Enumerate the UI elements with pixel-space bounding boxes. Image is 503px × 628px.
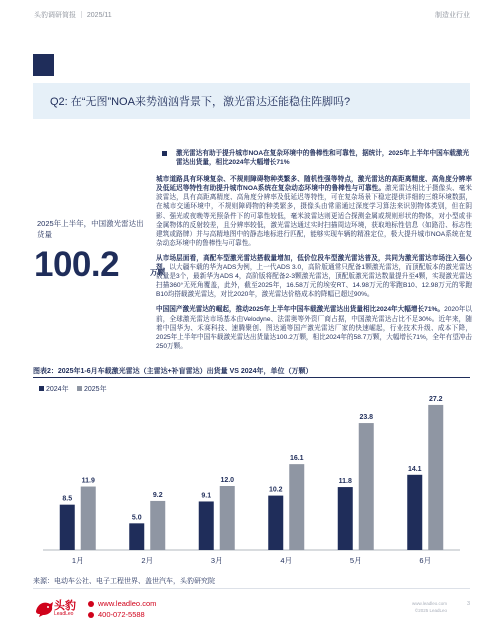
key-finding <box>156 149 472 167</box>
data-label-2-2: 9.2 <box>152 491 163 499</box>
logo-subtitle: LeadLeo <box>54 611 74 617</box>
bar-2-5 <box>359 423 374 550</box>
phone-icon <box>88 612 94 618</box>
website-row[interactable] <box>88 598 156 609</box>
data-label-2-1: 11.9 <box>81 477 95 485</box>
paragraph-1-lead: 城市道路具有环境复杂、不规则障碍物种类繁多、随机性强等特点，激光雷达的高距离精度、高角度分辨率及低延迟等特性有助提升城市NOA系统在复杂动态环境中的鲁棒性与可靠性。 <box>156 176 472 193</box>
data-label-2-5: 23.8 <box>359 414 374 422</box>
data-label-1-5: 11.8 <box>338 478 352 486</box>
paragraph-3-body: 2020年以前，全球激光雷达市场基本由Velodyne、法雷奥等外资厂商占据，中国激光雷达占比不足30%。近年来，随着中国华为、禾赛科技、速腾聚创、图达通等国产激光雷达厂家的快速崛起，行业技术升级、成本下降，2025年上半年中国车载激光雷达出货量达100.2万颗，相比2024年的58.7万颗，大幅增长71%，全年有望冲击250万颗。 <box>156 306 472 350</box>
header-industry: 制造业行业 <box>435 12 470 19</box>
data-label-1-6: 14.1 <box>407 465 422 473</box>
paragraph-3-lead: 中国国产激光雷达的崛起，推动2025年上半年中国车载激光雷达出货量相比2024年大幅增长71%。 <box>156 306 445 314</box>
footer-divider <box>33 588 470 589</box>
figure-title: 图表2：2025年1-6月车载激光雷达（主雷达+补盲雷达）出货量 VS 2024年，单位（万颗） <box>33 368 313 375</box>
body-text <box>156 149 472 357</box>
header-report-title: 头豹调研简报 ｜ 2025/11 <box>34 12 112 19</box>
paragraph-3 <box>156 305 472 350</box>
footer-copyright: ©2025 LeadLeo <box>414 608 447 613</box>
x-tick-label-3: 3月 <box>210 556 223 565</box>
x-tick-label-5: 5月 <box>349 556 362 565</box>
bar-2-4 <box>289 464 304 550</box>
bar-1-6 <box>407 475 422 550</box>
paragraph-2-lead: 从市场层面看，高配车型激光雷达搭载量增加，低价位段车型激光雷达普及，共同为激光雷达市场注入强心剂。 <box>156 254 472 272</box>
data-label-1-3: 9.1 <box>201 492 212 500</box>
paragraph-1-body: 激光雷达相比于摄像头、毫米波雷达，具有高距离精度、高角度分辨率及低延迟等特性，可在复杂场景下稳定提供详细的三维环境数据，在城市交通环境中，不规则障碍物的种类繁多，摄像头由常需通过深度学习算法来识别物体类别，但在阴影、强光或夜晚等光照条件下的可靠性较低，毫米波雷达则更适合探测金属或规则形状的物体，对小型或非金属物体的反射较差，且分辨率较低，激光雷达通过实时扫描周边环境，获取地标性信息（如路沿、标志性建筑或路牌）并与高精地图中的静态地标进行匹配，能够实现车辆的精准定位，极大提升城市NOA系统在复杂动态环境中的鲁棒性与可靠性。 <box>156 185 472 247</box>
data-label-1-4: 10.2 <box>268 486 283 494</box>
legend-swatch-2 <box>77 386 82 391</box>
bar-1-5 <box>338 487 353 550</box>
legend-label-2: 2025年 <box>84 386 107 393</box>
figure-source: 来源：电动车公社、电子工程世界、盖世汽车，头豹研究院 <box>33 578 215 585</box>
bar-1-4 <box>268 496 283 550</box>
footer-right <box>412 600 447 614</box>
section-marker <box>33 54 54 76</box>
data-label-1-1: 8.5 <box>62 495 73 503</box>
x-tick-label-2: 2月 <box>141 556 154 565</box>
paragraph-1 <box>156 175 472 248</box>
data-label-2-4: 16.1 <box>289 455 304 463</box>
footer-website: www.leadleo.com <box>411 601 447 606</box>
bar-1-1 <box>60 505 75 550</box>
kpi-value: 100.2 <box>34 245 120 284</box>
bar-1-2 <box>129 523 144 550</box>
kpi-unit: 万颗 <box>150 268 165 277</box>
x-tick-label-4: 4月 <box>280 556 293 565</box>
question-banner <box>33 83 470 119</box>
globe-icon <box>88 601 94 607</box>
legend-label-1: 2024年 <box>46 386 69 393</box>
logo-name: 头豹 <box>54 600 76 612</box>
page-number: 3 <box>466 601 470 607</box>
question-text: Q2: 在“无图”NOA来势汹汹背景下，激光雷达还能稳住阵脚吗? <box>50 96 351 108</box>
figure-divider <box>33 377 470 378</box>
website-link[interactable]: www.leadleo.com <box>98 599 157 608</box>
bullet-square-icon <box>162 151 167 156</box>
contact-info <box>88 598 156 620</box>
key-finding-text: 激光雷达有助于提升城市NOA在复杂环境中的鲁棒性和可靠性，据统计，2025年上半年中国车载激光雷达出货量，相比2024年大幅增长71% <box>176 150 470 167</box>
legend-swatch-1 <box>39 386 44 391</box>
x-tick-label-1: 1月 <box>71 556 84 565</box>
bar-2-1 <box>81 487 96 550</box>
paragraph-2-body: 以大疆车载的华为ADS为例，上一代ADS 3.0，高阶版通常只配备1颗激光雷达，而顶配版本的激光雷达数量是3个，最新华为ADS 4，高阶版将配备2-3颗激光雷达，顶配版激光雷达数量提升至4颗，实现激光雷达扫描360°无死角覆盖，此外，截至2025年，16.58万元的埃安RT、14.98万元的零跑B10、12.98万元的零跑B10均搭载激光雷达，对比2020年，激光雷达价格成本的降幅已超过90%。 <box>156 264 473 299</box>
bar-2-3 <box>220 486 235 550</box>
data-label-2-6: 27.2 <box>428 395 443 403</box>
leopard-logo-icon <box>33 597 55 619</box>
x-tick-label-6: 6月 <box>419 556 432 565</box>
data-label-2-3: 12.0 <box>220 477 235 484</box>
bar-2-2 <box>150 501 165 550</box>
bar-2-6 <box>428 405 443 550</box>
shipment-bar-chart <box>33 380 470 572</box>
phone-row <box>88 609 156 620</box>
phone-number: 400-072-5588 <box>98 610 145 619</box>
data-label-1-2: 5.0 <box>131 514 142 522</box>
kpi-label: 2025年上半年，中国激光雷达出货量 <box>37 219 144 239</box>
bar-1-3 <box>199 501 214 550</box>
paragraph-2 <box>156 254 472 299</box>
